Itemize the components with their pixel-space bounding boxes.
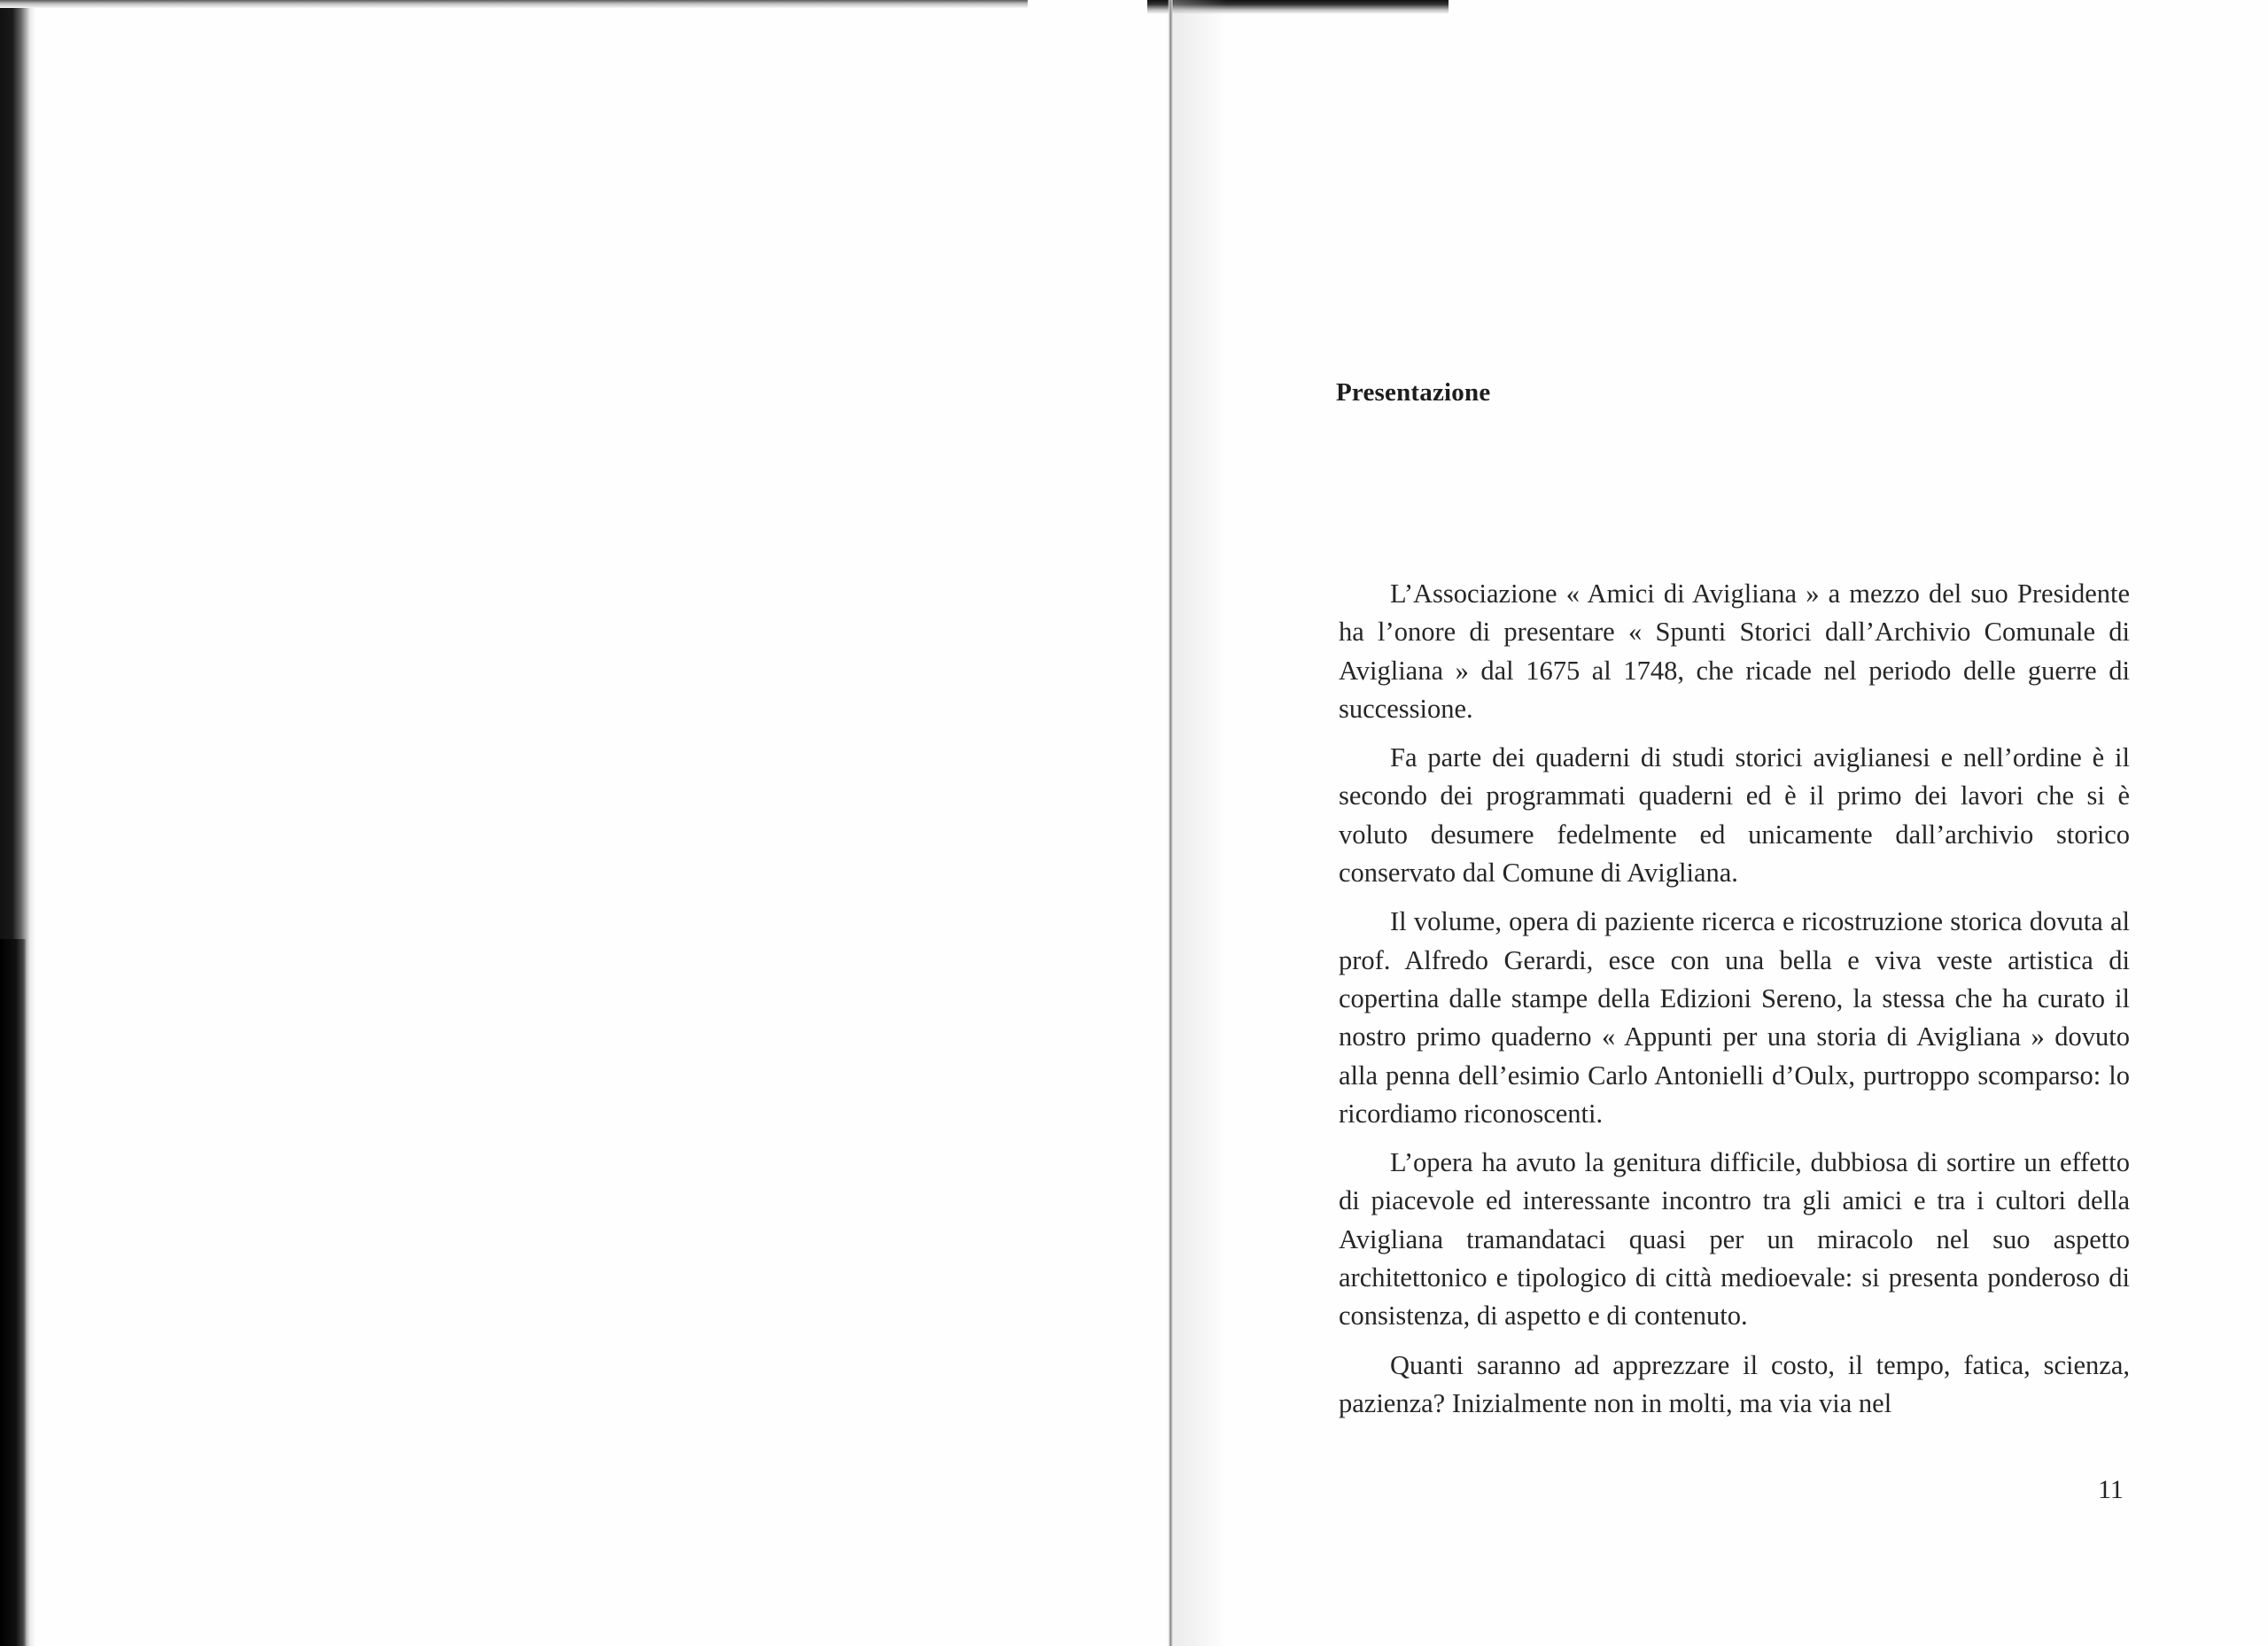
book-spine-fold <box>1168 0 1174 1646</box>
paragraph-3: Il volume, opera di paziente ricerca e ricostruzione storica dovuta al prof. Alfredo Gerardi, esce con una bella e viva veste artistica di copertina dalle stampe della Edizioni Sereno, la stessa che ha curato il nostro primo quaderno « Appunti per una storia di Avigliana » dovuto alla penna dell’esimio Carlo Antonielli d’Oulx, purtroppo scomparso: lo ricordiamo riconoscenti. <box>1339 906 2130 1129</box>
paragraph-2: Fa parte dei quaderni di studi storici aviglianesi e nell’ordine è il secondo dei programmati quaderni ed è il primo dei lavori che si è voluto desumere fedelmente ed unicamente dall’archivio storico conservato dal Comune di Avigliana. <box>1339 742 2130 889</box>
paragraph-1: L’Associazione « Amici di Avigliana » a mezzo del suo Presidente ha l’onore di presentare « Spunti Storici dall’Archivio Comunale di Avigliana » dal 1675 al 1748, che ricade nel periodo delle guerre di successione. <box>1339 578 2130 724</box>
left-page-edge-dark <box>0 939 27 1646</box>
section-title: Presentazione <box>1336 378 1491 407</box>
page-number: 11 <box>2098 1475 2124 1504</box>
gutter-shade <box>1174 0 1227 1646</box>
right-page <box>1223 0 2268 1646</box>
paragraph-5: Quanti saranno ad apprezzare il costo, il tempo, fatica, scienza, pazienza? Inizialmente non in molti, ma via via nel <box>1339 1349 2130 1418</box>
body-text <box>1339 575 2130 1433</box>
paragraph-4: L’opera ha avuto la genitura difficile, dubbiosa di sortire un effetto di piacevole ed interessante incontro tra gli amici e tra i cultori della Avigliana tramandataci quasi per un miracolo nel suo aspetto architettonico e tipologico di città medioevale: si presenta ponderoso di consistenza, di aspetto e di contenuto. <box>1339 1147 2130 1332</box>
left-page-top-edge <box>0 0 1028 8</box>
